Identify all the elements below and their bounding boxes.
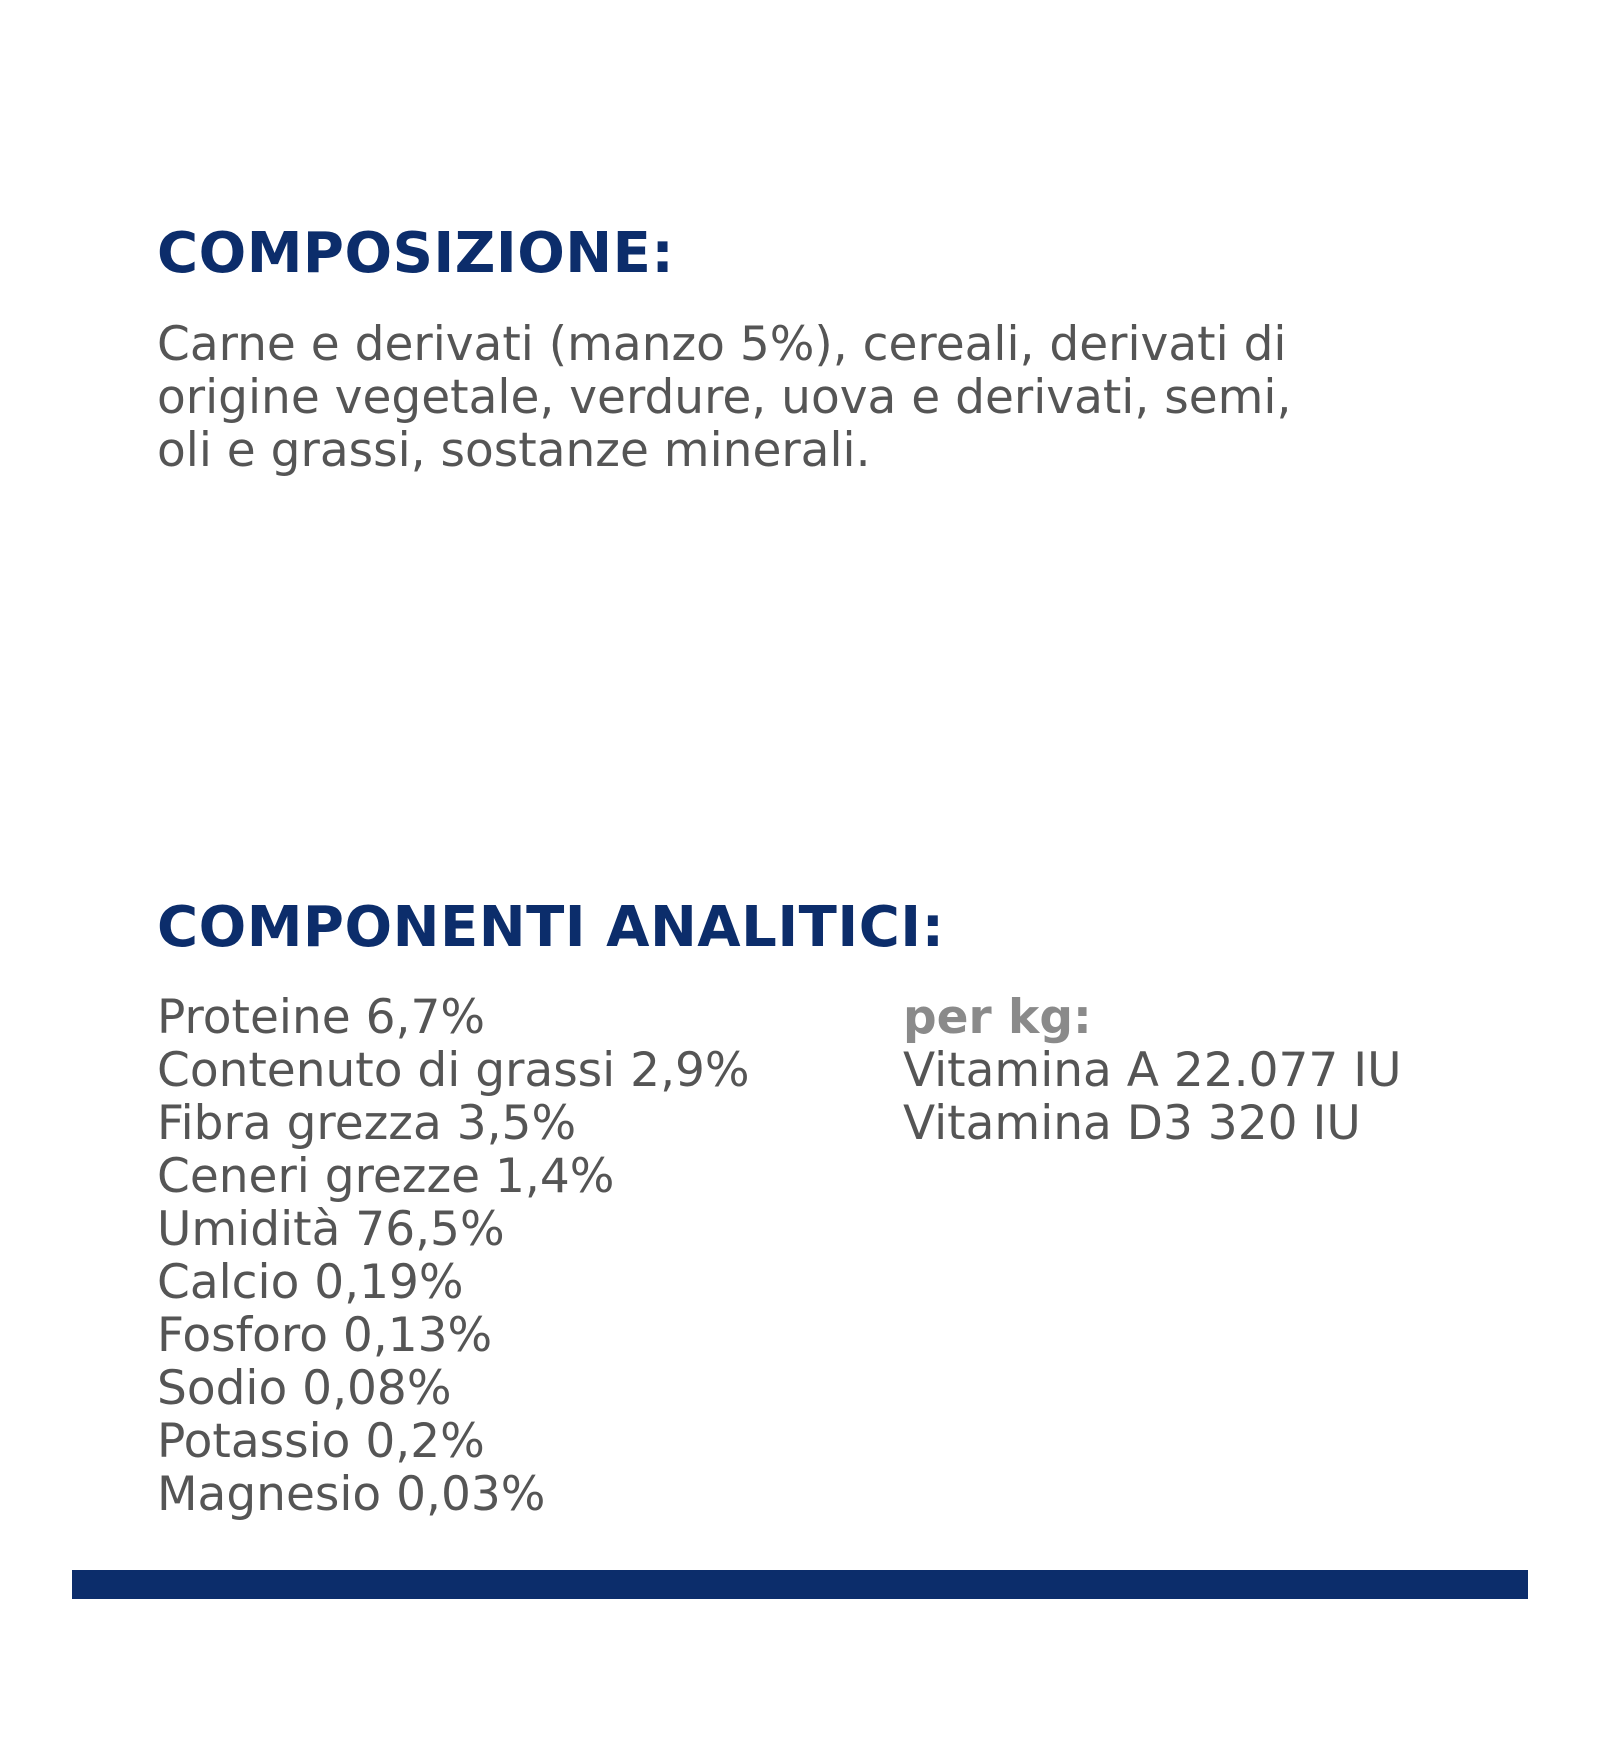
vitamin-d3: Vitamina D3 320 IU — [903, 1096, 1361, 1151]
vitamin-a: Vitamina A 22.077 IU — [903, 1043, 1402, 1098]
composition-heading: COMPOSIZIONE: — [157, 221, 675, 286]
analytics-list — [157, 991, 750, 1521]
analytics-item-proteine: Proteine 6,7% — [157, 990, 486, 1045]
vitamins-per-kg — [903, 991, 1402, 1150]
analytics-item-magnesio: Magnesio 0,03% — [157, 1467, 546, 1522]
analytics-item-grassi: Contenuto di grassi 2,9% — [157, 1043, 750, 1098]
analytics-item-sodio: Sodio 0,08% — [157, 1361, 452, 1416]
composition-text — [157, 318, 1417, 477]
analytics-item-potassio: Potassio 0,2% — [157, 1414, 485, 1469]
analytics-item-ceneri: Ceneri grezze 1,4% — [157, 1149, 615, 1204]
composition-line: origine vegetale, verdure, uova e derivati, semi, — [157, 370, 1292, 425]
analytics-item-fosforo: Fosforo 0,13% — [157, 1308, 493, 1363]
analytics-item-umidita: Umidità 76,5% — [157, 1202, 505, 1257]
per-kg-label: per kg: — [903, 990, 1092, 1045]
analytics-item-calcio: Calcio 0,19% — [157, 1255, 464, 1310]
analytics-heading: COMPONENTI ANALITICI: — [157, 895, 945, 960]
analytics-item-fibra: Fibra grezza 3,5% — [157, 1096, 577, 1151]
composition-line: Carne e derivati (manzo 5%), cereali, derivati di — [157, 317, 1287, 372]
bottom-divider-bar — [72, 1570, 1528, 1599]
composition-line: oli e grassi, sostanze minerali. — [157, 423, 871, 478]
